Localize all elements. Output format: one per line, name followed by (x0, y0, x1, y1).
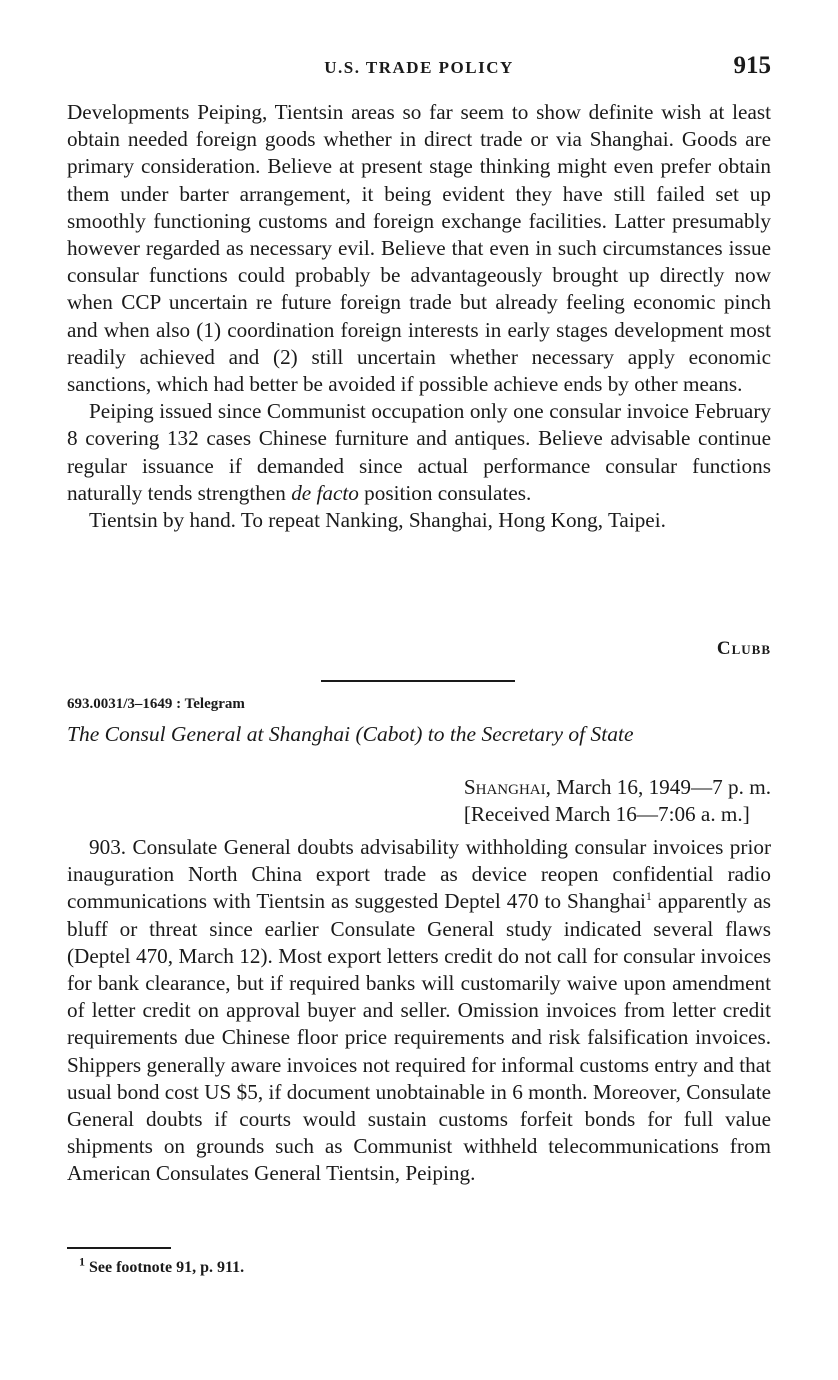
dateline-place: Shanghai (463, 775, 546, 799)
running-head (67, 52, 771, 82)
title-part-1: The Consul General at Shanghai ( (67, 722, 363, 746)
paragraph-2-text-a: Peiping issued since Communist occupation only one consular invoice February 8 covering 132 cases Chinese furniture and antiques. Believe advisable continue regular issuance if demanded since actual performance consular functions naturally tends strengthen (67, 399, 771, 505)
paragraph-2-italic: de facto (291, 480, 359, 505)
paragraph-3: Tientsin by hand. To repeat Nanking, Shanghai, Hong Kong, Taipei. (89, 508, 666, 533)
section-divider (321, 680, 515, 682)
title-name: Cabot (362, 722, 416, 746)
paragraph-2 (67, 398, 771, 507)
footnote-number: 1 (79, 1254, 85, 1269)
dateline (464, 774, 771, 828)
signature: Clubb (716, 638, 771, 659)
telegram-text-b: apparently as bluff or threat since earlier Consulate General study indicated several flaws (Deptel 470, March 12). Most export letters credit do not call for consular invoices for bank clearance, but if required banks will customarily waive upon amendment of letter credit on approval buyer and seller. Omission invoices from letter credit requirements due Chinese floor price requirements and risk falsification invoices. Shippers generally aware invoices not required for informal customs entry and that usual bond cost US $5, if document unobtainable in 6 month. Moreover, Consulate General doubts if courts would sustain customs forfeit bonds for full value shipments on grounds such as Communist withheld telecommunications from American Consulates General Tientsin, Peiping. (67, 889, 771, 1186)
telegram-paragraph (67, 834, 771, 1188)
dateline-date: , March 16, 1949—7 p. m. (545, 775, 771, 799)
date-line (464, 774, 771, 801)
paragraph-2-text-b: position consulates. (358, 480, 532, 505)
paragraph-1: Developments Peiping, Tientsin areas so far seem to show definite wish at least obtain needed foreign goods whether in direct trade or via Shanghai. Goods are primary consideration. Believe at present stage thinking might even prefer obtain them under barter arrangement, it being evident they have still failed set up smoothly functioning customs and foreign exchange facilities. Latter presumably however regarded as necessary evil. Believe that even in such circumstances issue consular functions could probably be advantageously brought up directly now when CCP uncertain re future foreign trade but already feeling economic pinch and when also (1) coordination foreign interests in early stages development most readily achieved and (2) still uncertain whether necessary apply economic sanctions, which had better be avoided if possible achieve ends by other means. (67, 100, 771, 397)
received-line: [Received March 16—7:06 a. m.] (463, 802, 750, 826)
section-1-body (67, 99, 771, 534)
footnote-text: See footnote 91, p. 911. (85, 1259, 245, 1276)
footnote-rule (67, 1247, 171, 1249)
file-reference: 693.0031/3–1649 : Telegram (67, 696, 245, 712)
telegram-text-a: 903. Consulate General doubts advisability withholding consular invoices prior inauguration North China export trade as device reopen confidential radio communications with Tientsin as suggested Deptel 470 to Shanghai (67, 835, 771, 914)
title-part-2: ) to the Secretary of State (415, 722, 634, 746)
telegram-title (67, 722, 771, 747)
page-number: 915 (733, 52, 771, 79)
footnote-ref[interactable]: 1 (645, 889, 652, 904)
footnote-1 (79, 1254, 245, 1277)
section-2-body (67, 834, 771, 1188)
running-title: U.S. TRADE POLICY (324, 58, 514, 77)
